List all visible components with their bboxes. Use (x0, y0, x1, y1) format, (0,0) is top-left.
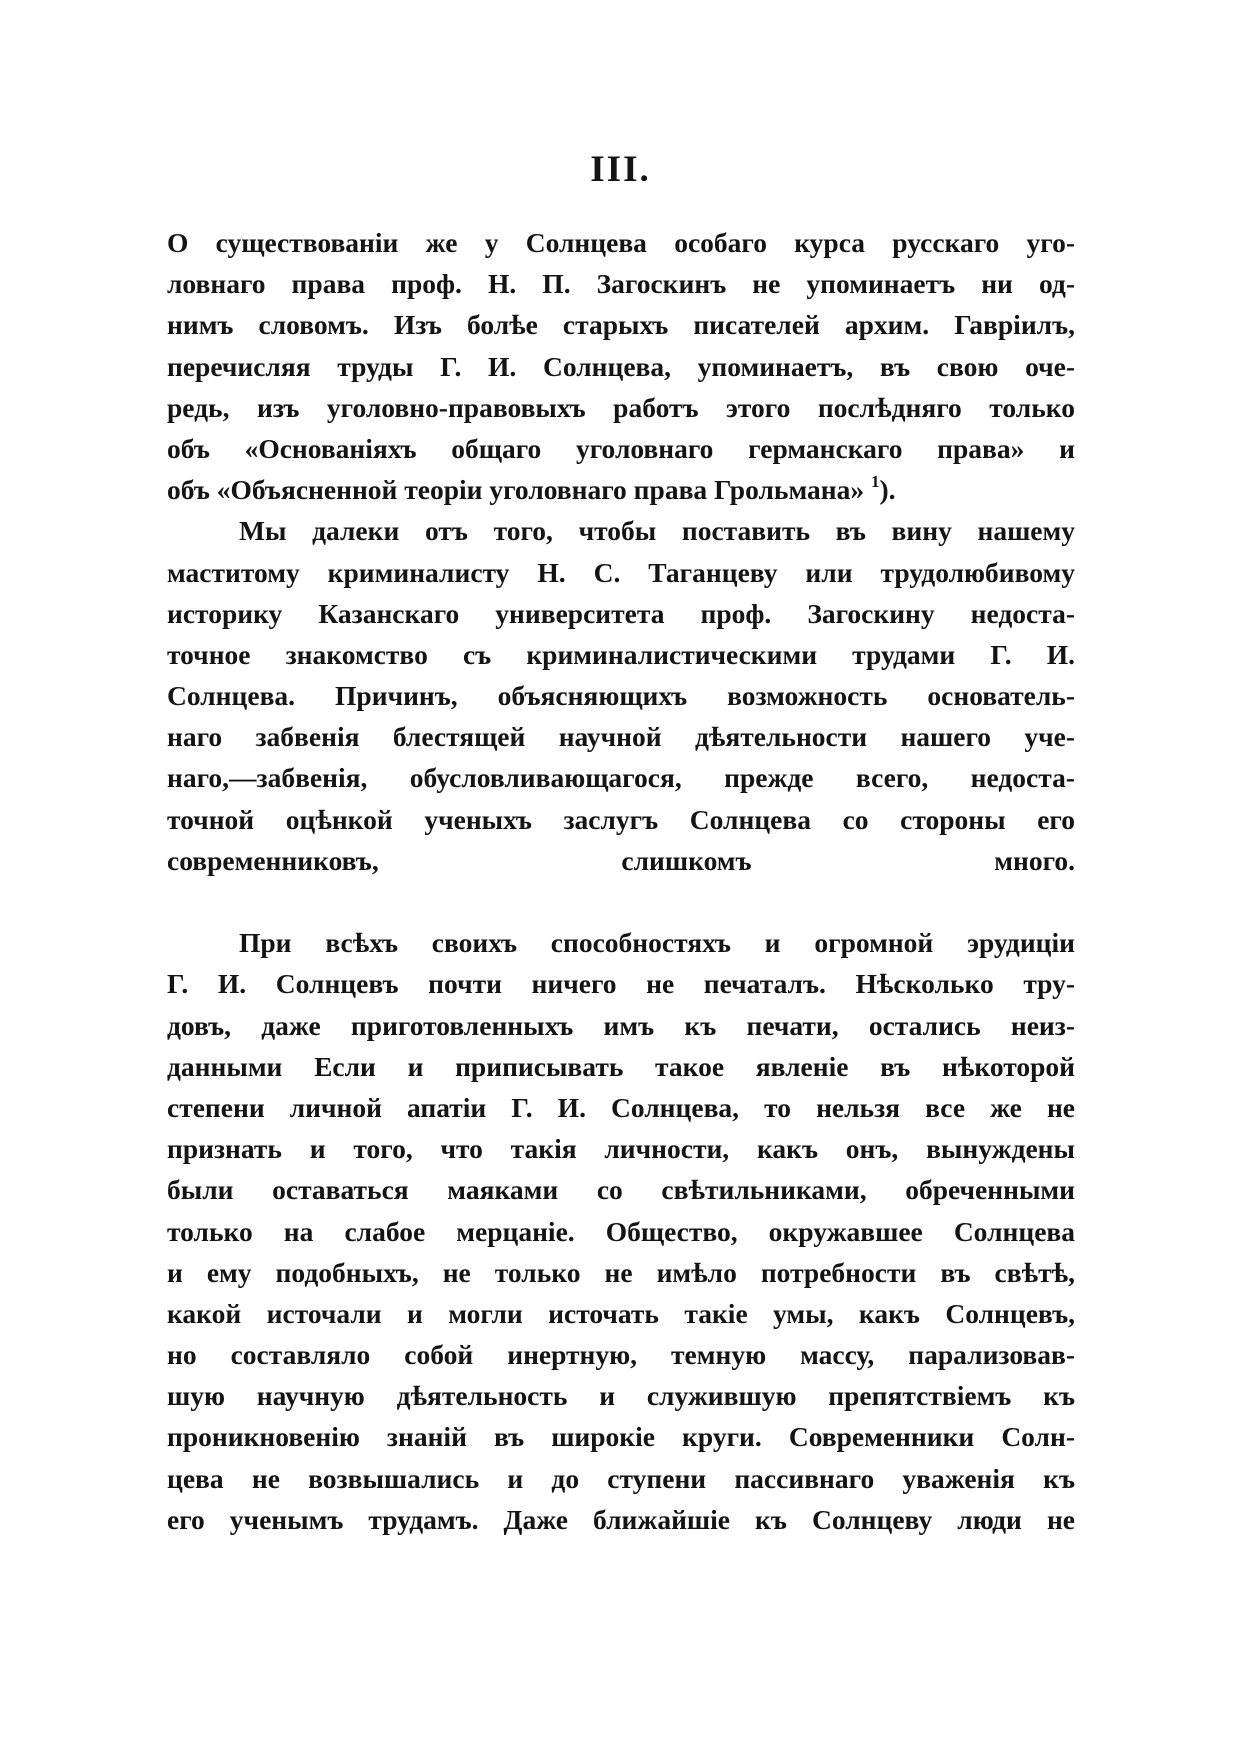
text-line: довъ, даже приготовленныхъ имъ къ печати, остались неиз- (167, 1009, 1075, 1041)
text-line: были оставаться маяками со свѣтильниками, обреченными (167, 1174, 1075, 1206)
text-line-content: объ «Объясненной теоріи уголовнаго права Грольмана» (167, 474, 865, 506)
text-line: историку Казанскаго университета проф. Загоскину недоста- (167, 597, 1075, 629)
text-line (167, 881, 1075, 922)
text-line: признать и того, что такія личности, какъ онъ, вынуждены (167, 1133, 1075, 1165)
text-line: объ «Основаніяхъ общаго уголовнаго германскаго права» и (167, 432, 1075, 464)
text-line: данными Если и приписывать такое явленіе въ нѣкоторой (167, 1050, 1075, 1082)
text-line: Мы далеки отъ того, чтобы поставить въ вину нашему (239, 515, 1075, 547)
body-text (167, 222, 1075, 1540)
text-line: степени личной апатіи Г. И. Солнцева, то нельзя все же не (167, 1091, 1075, 1123)
text-line: О существованіи же у Солнцева особаго курса русскаго уго- (167, 227, 1075, 258)
text-line: точной оцѣнкой ученыхъ заслугъ Солнцева со стороны его (167, 803, 1075, 835)
paragraph (167, 510, 1075, 922)
text-line: наго,—забвенія, обусловливающагося, прежде всего, недоста- (167, 762, 1075, 794)
paragraph (167, 222, 1075, 510)
text-line: точное знакомство съ криминалистическими трудами Г. И. (167, 638, 1075, 670)
text-line: ловнаго права проф. Н. П. Загоскинъ не упоминаетъ ни од- (167, 268, 1075, 300)
text-line: современниковъ, слишкомъ много. (167, 844, 1075, 876)
footnote-marker: 1 (870, 472, 880, 492)
text-line: Солнцева. Причинъ, объясняющихъ возможность основатель- (167, 680, 1075, 712)
text-line: какой источали и могли источать такіе умы, какъ Солнцевъ, (167, 1297, 1075, 1329)
text-line: При всѣхъ своихъ способностяхъ и огромной эрудиціи (239, 927, 1075, 959)
text-line: цева не возвышались и до ступени пассивнаго уваженія къ (167, 1462, 1075, 1494)
text-line: перечисляя труды Г. И. Солнцева, упоминаетъ, въ свою оче- (167, 350, 1075, 382)
text-line: объ «Объясненной теоріи уголовнаго права Грольмана» $^1$). (167, 472, 896, 506)
text-line: нимъ словомъ. Изъ болѣе старыхъ писателей архим. Гавріилъ, (167, 309, 1075, 341)
text-line: его ученымъ трудамъ. Даже ближайшіе къ Солнцеву люди не (167, 1503, 1075, 1535)
text-line: маститому криминалисту Н. С. Таганцеву или трудолюбивому (167, 556, 1075, 588)
text-line: но составляло собой инертную, темную массу, парализовав- (167, 1339, 1075, 1371)
page-number: III. (590, 149, 651, 190)
text-line: Г. И. Солнцевъ почти ничего не печаталъ. Нѣсколько тру- (167, 968, 1075, 1000)
text-line: шую научную дѣятельность и служившую препятствіемъ къ (167, 1380, 1075, 1412)
text-line: редь, изъ уголовно-правовыхъ работъ этого послѣдняго только (167, 391, 1075, 423)
text-line: наго забвенія блестящей научной дѣятельности нашего уче- (167, 721, 1075, 753)
text-line: проникновенію знаній въ широкіе круги. Современники Солн- (167, 1421, 1075, 1453)
paragraph (167, 922, 1075, 1540)
text-line: и ему подобныхъ, не только не имѣло потребности въ свѣтѣ, (167, 1256, 1075, 1288)
text-line: только на слабое мерцаніе. Общество, окружавшее Солнцева (167, 1215, 1075, 1247)
